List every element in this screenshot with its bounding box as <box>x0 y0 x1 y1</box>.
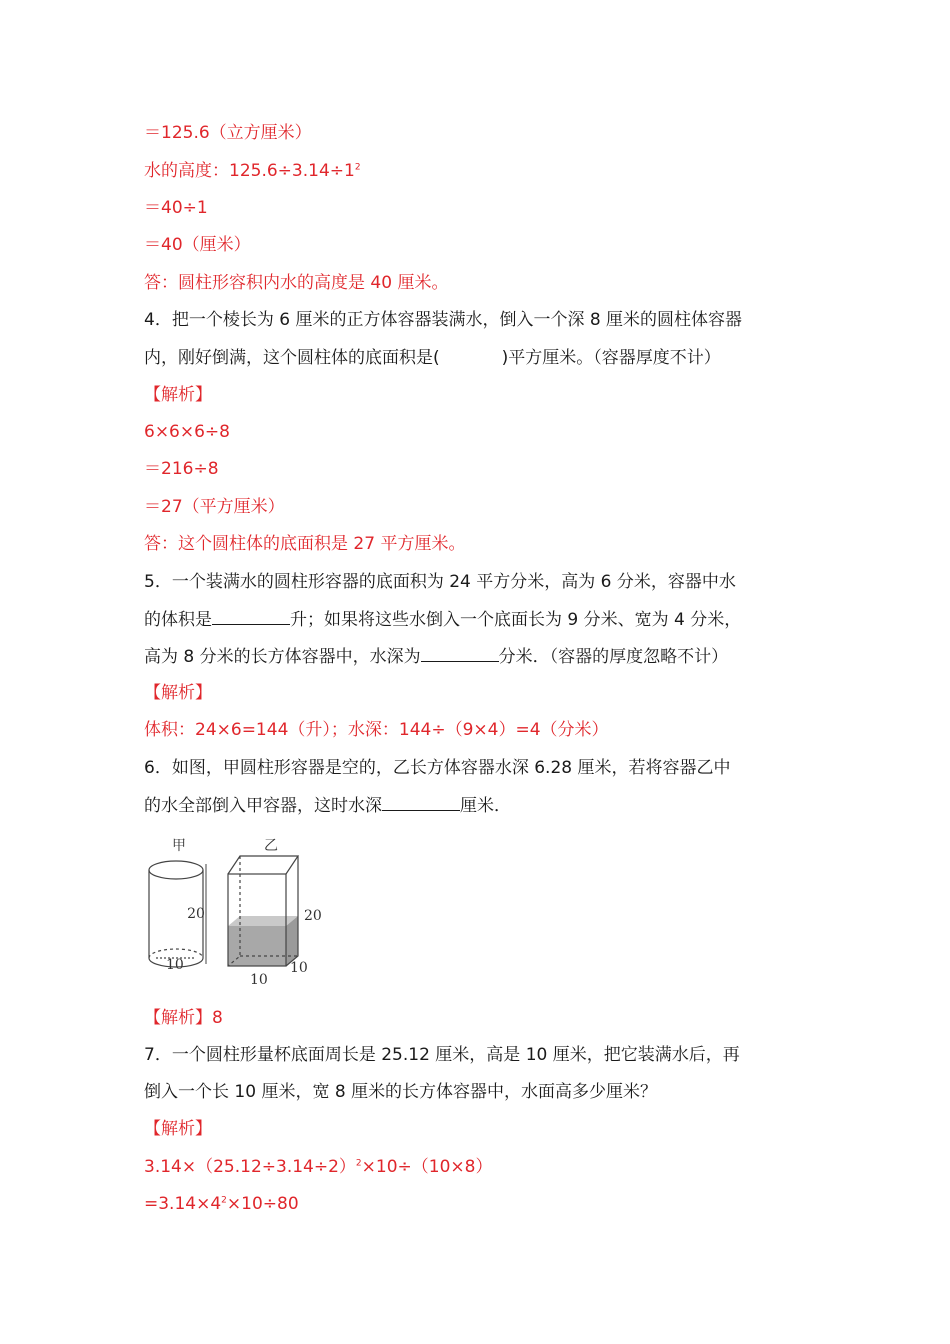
box-length-label: 10 <box>250 972 268 988</box>
box-width-label: 10 <box>290 960 308 976</box>
question-5-text <box>144 607 741 632</box>
solution-text: =3.14×4 <box>144 1194 222 1214</box>
cylinder-diameter-label: 10 <box>166 957 184 973</box>
water-front <box>228 926 286 966</box>
answer-line: 答：这个圆柱体的底面积是 27 平方厘米。 <box>144 534 466 554</box>
label-yi: 乙 <box>264 838 278 854</box>
question-5-text <box>144 644 728 669</box>
question-text: 的水全部倒入甲容器，这时水深 <box>144 796 382 816</box>
question-text: 高为 8 分米的长方体容器中，水深为 <box>144 647 421 667</box>
solution-line: ＝40÷1 <box>144 198 208 218</box>
solution-text: ×10÷80 <box>226 1194 299 1214</box>
answer-value: 8 <box>212 1008 223 1028</box>
box-yi <box>228 856 298 966</box>
label-jia: 甲 <box>172 838 186 854</box>
question-6-text <box>144 793 511 818</box>
analysis-heading: 【解析】 <box>144 683 212 703</box>
analysis-heading: 【解析】 <box>144 1119 212 1139</box>
box-height-label: 20 <box>304 908 322 924</box>
exponent: 2 <box>354 162 361 173</box>
question-text: 分米．（容器的厚度忽略不计） <box>498 647 729 667</box>
question-text: 厘米． <box>460 796 511 816</box>
solution-line <box>144 1155 492 1179</box>
question-text: )平方厘米。（容器厚度不计） <box>501 348 721 368</box>
question-7-text: 倒入一个长 10 厘米，宽 8 厘米的长方体容器中，水面高多少厘米？ <box>144 1082 658 1102</box>
question-text: 内，刚好倒满，这个圆柱体的底面积是( <box>144 348 440 368</box>
question-text: 升；如果将这些水倒入一个底面长为 9 分米、宽为 4 分米， <box>290 610 742 630</box>
solution-line: ＝40（厘米） <box>144 235 251 255</box>
solution-line: ＝125.6（立方厘米） <box>144 123 312 143</box>
exponent: 2 <box>355 1158 362 1169</box>
question-7-text: 7．一个圆柱形量杯底面周长是 25.12 厘米，高是 10 厘米，把它装满水后，再 <box>144 1045 740 1065</box>
analysis-answer <box>144 1006 223 1030</box>
solution-line: ＝27（平方厘米） <box>144 497 285 517</box>
exponent: 2 <box>221 1195 227 1206</box>
water-top <box>228 916 298 926</box>
solution-line: 6×6×6÷8 <box>144 422 230 442</box>
analysis-heading: 【解析】 <box>144 1008 212 1028</box>
solution-line <box>144 159 361 183</box>
solution-line: ＝216÷8 <box>144 459 219 479</box>
cylinder-height-label: 20 <box>187 906 205 922</box>
answer-blank[interactable] <box>212 607 290 625</box>
question-6-text: 6．如图，甲圆柱形容器是空的，乙长方体容器水深 6.28 厘米，若将容器乙中 <box>144 758 731 778</box>
solution-line: 体积：24×6=144（升）；水深：144÷（9×4）=4（分米） <box>144 720 609 740</box>
analysis-heading: 【解析】 <box>144 385 212 405</box>
answer-blank[interactable] <box>421 644 499 662</box>
question-text: 的体积是 <box>144 610 212 630</box>
solution-text: 水的高度：125.6÷3.14÷1 <box>144 161 355 181</box>
solution-line <box>144 1192 299 1216</box>
cylinder-top <box>149 861 203 879</box>
container-figure <box>142 834 342 990</box>
question-4-text <box>144 346 721 370</box>
question-4-text: 4．把一个棱长为 6 厘米的正方体容器装满水，倒入一个深 8 厘米的圆柱体容器 <box>144 310 743 330</box>
box-top <box>228 856 298 874</box>
question-5-text: 5．一个装满水的圆柱形容器的底面积为 24 平方分米，高为 6 分米，容器中水 <box>144 572 736 592</box>
answer-blank[interactable] <box>382 793 460 811</box>
answer-line: 答：圆柱形容积内水的高度是 40 厘米。 <box>144 273 449 293</box>
solution-text: 3.14×（25.12÷3.14÷2） <box>144 1157 356 1177</box>
solution-text: ×10÷（10×8） <box>361 1157 493 1177</box>
